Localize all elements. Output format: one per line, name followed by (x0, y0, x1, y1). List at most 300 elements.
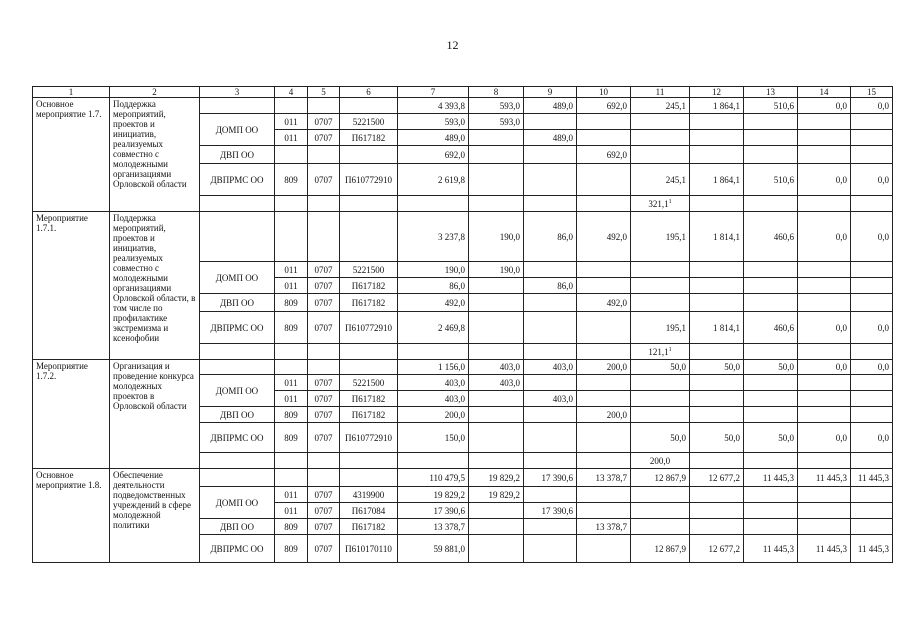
amount-cell-14 (798, 146, 851, 164)
amount-cell-8 (469, 146, 524, 164)
code-cell-6: П617182 (340, 130, 398, 146)
code-cell-5: 0707 (308, 519, 340, 535)
column-header-9: 9 (524, 87, 577, 98)
executor-cell (200, 212, 275, 262)
executor-cell (200, 98, 275, 114)
amount-cell-12 (690, 503, 744, 519)
code-cell-4 (275, 196, 308, 212)
code-cell-6: П617182 (340, 407, 398, 423)
amount-cell-13 (744, 487, 798, 503)
amount-cell-10: 692,0 (577, 98, 631, 114)
amount-cell-10 (577, 114, 631, 130)
amount-cell-15 (851, 391, 893, 407)
amount-cell-15 (851, 487, 893, 503)
code-cell-4 (275, 453, 308, 469)
amount-cell-11 (631, 294, 690, 312)
column-header-15: 15 (851, 87, 893, 98)
code-cell-4 (275, 146, 308, 164)
code-cell-5 (308, 98, 340, 114)
amount-cell-9 (524, 423, 577, 453)
amount-cell-12 (690, 262, 744, 278)
activity-code: Мероприятие 1.7.2. (33, 360, 110, 469)
amount-cell-13 (744, 453, 798, 469)
amount-cell-15 (851, 114, 893, 130)
amount-cell-12 (690, 114, 744, 130)
code-cell-4: 809 (275, 294, 308, 312)
amount-cell-13 (744, 294, 798, 312)
amount-cell-13 (744, 503, 798, 519)
amount-cell-15 (851, 407, 893, 423)
column-header-3: 3 (200, 87, 275, 98)
code-cell-4: 011 (275, 487, 308, 503)
code-cell-4: 809 (275, 164, 308, 196)
amount-cell-13 (744, 375, 798, 391)
code-cell-5: 0707 (308, 164, 340, 196)
amount-cell-9 (524, 407, 577, 423)
amount-cell-12 (690, 375, 744, 391)
activity-code: Основное мероприятие 1.7. (33, 98, 110, 212)
amount-cell-13 (744, 262, 798, 278)
amount-cell-7: 2 469,8 (398, 312, 469, 344)
amount-cell-11: 245,1 (631, 164, 690, 196)
amount-cell-11: 50,0 (631, 360, 690, 375)
amount-cell-7: 19 829,2 (398, 487, 469, 503)
amount-cell-12 (690, 407, 744, 423)
amount-cell-15 (851, 519, 893, 535)
amount-cell-10 (577, 375, 631, 391)
executor-cell: ДОМП ОО (200, 487, 275, 519)
amount-cell-13: 460,6 (744, 212, 798, 262)
amount-cell-7: 403,0 (398, 375, 469, 391)
amount-cell-15: 11 445,3 (851, 535, 893, 563)
table-row (33, 98, 893, 114)
table-row (33, 469, 893, 487)
executor-cell: ДВП ОО (200, 146, 275, 164)
executor-cell (200, 196, 275, 212)
amount-cell-11 (631, 114, 690, 130)
code-cell-5: 0707 (308, 278, 340, 294)
amount-cell-9: 17 390,6 (524, 469, 577, 487)
amount-cell-12: 50,0 (690, 360, 744, 375)
amount-cell-13: 460,6 (744, 312, 798, 344)
code-cell-4: 809 (275, 423, 308, 453)
amount-cell-13 (744, 146, 798, 164)
code-cell-6: 4319900 (340, 487, 398, 503)
amount-cell-13 (744, 196, 798, 212)
amount-cell-15: 0,0 (851, 212, 893, 262)
amount-cell-7: 489,0 (398, 130, 469, 146)
amount-cell-11 (631, 278, 690, 294)
code-cell-6: 5221500 (340, 114, 398, 130)
code-cell-5: 0707 (308, 407, 340, 423)
amount-cell-11: 12 867,9 (631, 469, 690, 487)
amount-cell-13 (744, 407, 798, 423)
code-cell-4 (275, 344, 308, 360)
amount-cell-10 (577, 423, 631, 453)
amount-cell-13: 11 445,3 (744, 469, 798, 487)
footnote-mark: 1 (668, 346, 672, 353)
amount-cell-9: 86,0 (524, 212, 577, 262)
amount-cell-12: 1 814,1 (690, 312, 744, 344)
column-header-8: 8 (469, 87, 524, 98)
amount-cell-9: 86,0 (524, 278, 577, 294)
budget-table (32, 86, 893, 563)
executor-cell: ДВП ОО (200, 519, 275, 535)
amount-cell-8 (469, 391, 524, 407)
table-row (33, 360, 893, 375)
amount-cell-15 (851, 278, 893, 294)
amount-cell-12 (690, 278, 744, 294)
executor-cell: ДВП ОО (200, 294, 275, 312)
code-cell-6: П610170110 (340, 535, 398, 563)
amount-cell-14 (798, 391, 851, 407)
code-cell-6 (340, 212, 398, 262)
amount-cell-11 (631, 503, 690, 519)
amount-cell-10 (577, 312, 631, 344)
amount-cell-15: 0,0 (851, 98, 893, 114)
code-cell-5: 0707 (308, 375, 340, 391)
amount-cell-7: 190,0 (398, 262, 469, 278)
amount-cell-11: 200,0 (631, 453, 690, 469)
amount-cell-10: 692,0 (577, 146, 631, 164)
executor-cell: ДВПРМС ОО (200, 312, 275, 344)
amount-cell-9: 489,0 (524, 130, 577, 146)
activity-description: Обеспечение деятельности подведомственных учреждений в сфере молодежной политики (110, 469, 200, 563)
column-header-6: 6 (340, 87, 398, 98)
executor-cell: ДВПРМС ОО (200, 164, 275, 196)
executor-cell (200, 453, 275, 469)
amount-cell-12: 12 677,2 (690, 535, 744, 563)
code-cell-6 (340, 146, 398, 164)
amount-cell-15 (851, 262, 893, 278)
amount-cell-8: 403,0 (469, 360, 524, 375)
amount-cell-8 (469, 535, 524, 563)
amount-cell-7 (398, 196, 469, 212)
amount-cell-12: 50,0 (690, 423, 744, 453)
column-header-1: 1 (33, 87, 110, 98)
amount-cell-14 (798, 130, 851, 146)
amount-cell-8: 190,0 (469, 212, 524, 262)
amount-cell-9 (524, 487, 577, 503)
amount-cell-12: 1 864,1 (690, 164, 744, 196)
executor-cell: ДОМП ОО (200, 262, 275, 294)
amount-cell-8: 403,0 (469, 375, 524, 391)
code-cell-6: 5221500 (340, 262, 398, 278)
amount-cell-12 (690, 391, 744, 407)
amount-cell-9: 17 390,6 (524, 503, 577, 519)
column-header-2: 2 (110, 87, 200, 98)
amount-cell-10: 200,0 (577, 407, 631, 423)
amount-cell-12 (690, 130, 744, 146)
amount-cell-9 (524, 312, 577, 344)
amount-cell-10: 13 378,7 (577, 519, 631, 535)
amount-cell-7: 1 156,0 (398, 360, 469, 375)
code-cell-5 (308, 212, 340, 262)
amount-cell-7: 59 881,0 (398, 535, 469, 563)
amount-cell-11: 50,0 (631, 423, 690, 453)
amount-cell-7: 200,0 (398, 407, 469, 423)
amount-cell-11: 245,1 (631, 98, 690, 114)
column-header-14: 14 (798, 87, 851, 98)
column-header-11: 11 (631, 87, 690, 98)
amount-cell-8 (469, 196, 524, 212)
amount-cell-11 (631, 375, 690, 391)
amount-cell-11 (631, 487, 690, 503)
amount-cell-15: 0,0 (851, 360, 893, 375)
amount-cell-10: 200,0 (577, 360, 631, 375)
amount-cell-9 (524, 196, 577, 212)
code-cell-4: 809 (275, 535, 308, 563)
activity-description: Организация и проведение конкурса молодежных проектов в Орловской области (110, 360, 200, 469)
amount-cell-12 (690, 519, 744, 535)
amount-cell-14 (798, 375, 851, 391)
amount-cell-10 (577, 453, 631, 469)
amount-cell-12 (690, 146, 744, 164)
amount-cell-11 (631, 407, 690, 423)
amount-cell-9 (524, 344, 577, 360)
code-cell-5: 0707 (308, 312, 340, 344)
amount-cell-14: 0,0 (798, 164, 851, 196)
amount-cell-13: 50,0 (744, 360, 798, 375)
amount-cell-7: 86,0 (398, 278, 469, 294)
amount-cell-7 (398, 453, 469, 469)
amount-cell-8 (469, 423, 524, 453)
amount-cell-8 (469, 453, 524, 469)
amount-cell-14 (798, 262, 851, 278)
amount-cell-9 (524, 535, 577, 563)
code-cell-4 (275, 212, 308, 262)
amount-cell-12 (690, 196, 744, 212)
amount-cell-9 (524, 146, 577, 164)
amount-cell-11 (631, 262, 690, 278)
amount-cell-14: 0,0 (798, 98, 851, 114)
amount-cell-14 (798, 503, 851, 519)
amount-cell-9 (524, 375, 577, 391)
amount-cell-7: 593,0 (398, 114, 469, 130)
amount-cell-8: 19 829,2 (469, 469, 524, 487)
code-cell-5 (308, 360, 340, 375)
amount-cell-13: 11 445,3 (744, 535, 798, 563)
amount-cell-13 (744, 130, 798, 146)
column-header-7: 7 (398, 87, 469, 98)
amount-cell-7: 17 390,6 (398, 503, 469, 519)
amount-cell-15 (851, 503, 893, 519)
code-cell-6: П610772910 (340, 164, 398, 196)
amount-cell-7: 4 393,8 (398, 98, 469, 114)
amount-cell-10: 492,0 (577, 212, 631, 262)
code-cell-6: П610772910 (340, 423, 398, 453)
code-cell-5 (308, 469, 340, 487)
amount-cell-12 (690, 453, 744, 469)
amount-cell-11: 195,1 (631, 212, 690, 262)
code-cell-5: 0707 (308, 294, 340, 312)
code-cell-4: 809 (275, 407, 308, 423)
amount-cell-10 (577, 535, 631, 563)
amount-cell-11 (631, 519, 690, 535)
amount-cell-10: 13 378,7 (577, 469, 631, 487)
code-cell-4 (275, 360, 308, 375)
amount-cell-13 (744, 114, 798, 130)
amount-cell-14 (798, 487, 851, 503)
activity-description: Поддержка мероприятий, проектов и инициатив, реализуемых совместно с молодежными организациями Орловской области, в том числе по профилактике экстремизма и ксенофобии (110, 212, 200, 360)
code-cell-5 (308, 146, 340, 164)
amount-cell-15 (851, 453, 893, 469)
code-cell-5: 0707 (308, 262, 340, 278)
executor-cell (200, 344, 275, 360)
amount-cell-10 (577, 391, 631, 407)
amount-cell-12 (690, 487, 744, 503)
executor-cell: ДОМП ОО (200, 114, 275, 146)
amount-cell-14: 11 445,3 (798, 535, 851, 563)
amount-cell-10 (577, 344, 631, 360)
column-header-12: 12 (690, 87, 744, 98)
amount-cell-8 (469, 278, 524, 294)
executor-cell: ДВПРМС ОО (200, 423, 275, 453)
amount-cell-8 (469, 294, 524, 312)
code-cell-5: 0707 (308, 130, 340, 146)
code-cell-4: 011 (275, 114, 308, 130)
executor-cell: ДВП ОО (200, 407, 275, 423)
amount-cell-15 (851, 344, 893, 360)
amount-cell-11: 195,1 (631, 312, 690, 344)
amount-cell-9: 489,0 (524, 98, 577, 114)
code-cell-5: 0707 (308, 114, 340, 130)
amount-cell-9 (524, 262, 577, 278)
code-cell-6: П617182 (340, 519, 398, 535)
amount-cell-11: 121,1$^1$ (631, 344, 690, 360)
activity-code: Мероприятие 1.7.1. (33, 212, 110, 360)
amount-cell-7: 692,0 (398, 146, 469, 164)
amount-cell-11 (631, 391, 690, 407)
code-cell-5 (308, 196, 340, 212)
amount-cell-8 (469, 312, 524, 344)
code-cell-6: П610772910 (340, 312, 398, 344)
column-header-10: 10 (577, 87, 631, 98)
code-cell-6: П617182 (340, 294, 398, 312)
amount-cell-11 (631, 146, 690, 164)
code-cell-6 (340, 453, 398, 469)
amount-cell-9 (524, 164, 577, 196)
code-cell-6 (340, 360, 398, 375)
amount-cell-13 (744, 278, 798, 294)
activity-code: Основное мероприятие 1.8. (33, 469, 110, 563)
amount-cell-15: 0,0 (851, 312, 893, 344)
amount-cell-7: 2 619,8 (398, 164, 469, 196)
amount-cell-15 (851, 375, 893, 391)
amount-cell-15 (851, 294, 893, 312)
amount-cell-8 (469, 164, 524, 196)
amount-cell-12 (690, 344, 744, 360)
amount-cell-8 (469, 503, 524, 519)
amount-cell-8: 19 829,2 (469, 487, 524, 503)
code-cell-6 (340, 98, 398, 114)
amount-cell-14 (798, 407, 851, 423)
code-cell-4: 011 (275, 375, 308, 391)
amount-cell-14: 0,0 (798, 360, 851, 375)
amount-cell-11: 321,1$^1$ (631, 196, 690, 212)
code-cell-5: 0707 (308, 487, 340, 503)
amount-cell-13 (744, 391, 798, 407)
amount-cell-14 (798, 278, 851, 294)
code-cell-4 (275, 98, 308, 114)
table-row (33, 212, 893, 262)
amount-cell-10 (577, 503, 631, 519)
amount-cell-10 (577, 278, 631, 294)
amount-cell-7: 3 237,8 (398, 212, 469, 262)
amount-cell-8: 593,0 (469, 98, 524, 114)
code-cell-6 (340, 469, 398, 487)
code-cell-5: 0707 (308, 535, 340, 563)
amount-cell-8 (469, 519, 524, 535)
amount-cell-14: 11 445,3 (798, 469, 851, 487)
column-header-4: 4 (275, 87, 308, 98)
code-cell-4: 011 (275, 130, 308, 146)
amount-cell-15 (851, 146, 893, 164)
amount-cell-10 (577, 487, 631, 503)
code-cell-5: 0707 (308, 391, 340, 407)
amount-cell-10 (577, 164, 631, 196)
code-cell-5: 0707 (308, 423, 340, 453)
amount-cell-12: 1 814,1 (690, 212, 744, 262)
amount-cell-10 (577, 262, 631, 278)
amount-cell-9: 403,0 (524, 360, 577, 375)
amount-cell-8: 190,0 (469, 262, 524, 278)
activity-description: Поддержка мероприятий, проектов и инициатив, реализуемых совместно с молодежными организациями Орловской области (110, 98, 200, 212)
executor-cell (200, 469, 275, 487)
code-cell-6 (340, 196, 398, 212)
amount-cell-8 (469, 130, 524, 146)
code-cell-5 (308, 453, 340, 469)
code-cell-5 (308, 344, 340, 360)
footnote-mark: 1 (668, 198, 672, 205)
amount-cell-14 (798, 453, 851, 469)
code-cell-4: 011 (275, 503, 308, 519)
amount-cell-7: 403,0 (398, 391, 469, 407)
amount-cell-14 (798, 114, 851, 130)
amount-cell-11 (631, 130, 690, 146)
amount-cell-14: 0,0 (798, 423, 851, 453)
executor-cell: ДВПРМС ОО (200, 535, 275, 563)
amount-cell-9 (524, 453, 577, 469)
code-cell-6: П617182 (340, 391, 398, 407)
code-cell-4: 809 (275, 519, 308, 535)
amount-cell-15: 0,0 (851, 164, 893, 196)
code-cell-4 (275, 469, 308, 487)
amount-cell-15 (851, 130, 893, 146)
amount-cell-14: 0,0 (798, 212, 851, 262)
amount-cell-9 (524, 519, 577, 535)
amount-cell-14 (798, 196, 851, 212)
amount-cell-12: 12 677,2 (690, 469, 744, 487)
amount-cell-12: 1 864,1 (690, 98, 744, 114)
amount-cell-9 (524, 114, 577, 130)
code-cell-4: 809 (275, 312, 308, 344)
amount-cell-7: 13 378,7 (398, 519, 469, 535)
code-cell-4: 011 (275, 278, 308, 294)
executor-cell: ДОМП ОО (200, 375, 275, 407)
amount-cell-10 (577, 196, 631, 212)
amount-cell-7: 110 479,5 (398, 469, 469, 487)
column-header-13: 13 (744, 87, 798, 98)
amount-cell-14: 0,0 (798, 312, 851, 344)
code-cell-4: 011 (275, 391, 308, 407)
amount-cell-13: 510,6 (744, 164, 798, 196)
amount-cell-7 (398, 344, 469, 360)
executor-cell (200, 360, 275, 375)
code-cell-4: 011 (275, 262, 308, 278)
page-number: 12 (446, 38, 459, 52)
amount-cell-14 (798, 294, 851, 312)
